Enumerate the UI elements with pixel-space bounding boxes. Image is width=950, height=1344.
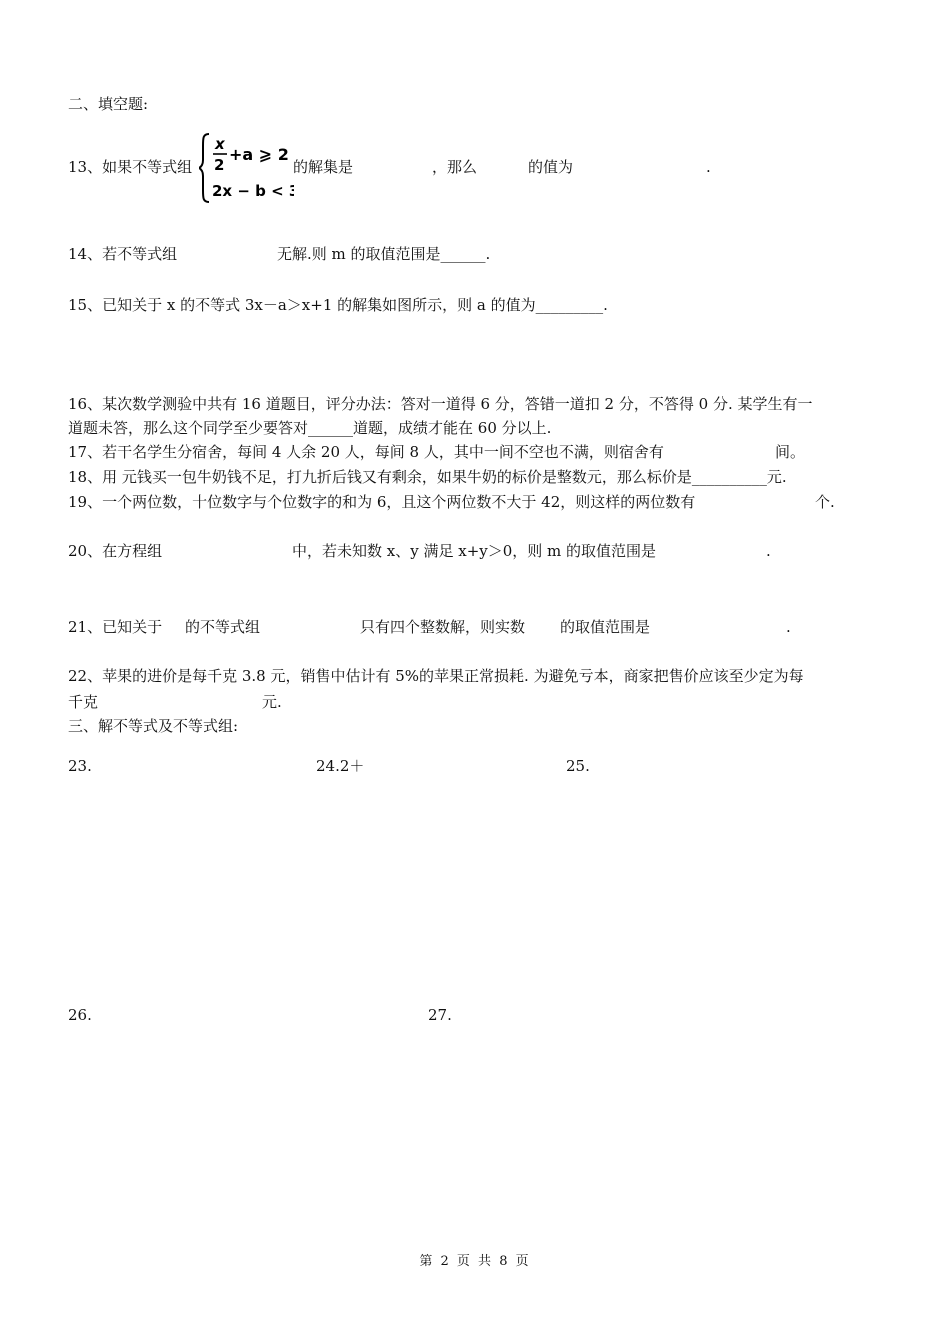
q26-label: 26. [68, 1006, 92, 1024]
q20-end: . [766, 542, 771, 560]
q13-text-then: ，那么 [432, 158, 478, 176]
q19-end: 个. [815, 493, 835, 511]
q19-text: 19、一个两位数，十位数字与个位数字的和为 6，且这个两位数不大于 42，则这样的两位数有 [68, 493, 696, 511]
q22-line2: 千克 [68, 693, 99, 711]
q27-label: 27. [428, 1006, 452, 1024]
section-heading-fill-in: 二、填空题: [68, 95, 149, 113]
q20-text: 中，若未知数 x、y 满足 x+y＞0，则 m 的取值范围是 [292, 542, 657, 560]
q13-frac-num: x [215, 135, 225, 153]
q13-eq2: 2x − b < 3 [212, 182, 294, 200]
q21-text-range: 的取值范围是 [560, 618, 651, 636]
q21-prefix: 21、已知关于 [68, 618, 163, 636]
q13-text-value: 的值为 [528, 158, 574, 176]
q20-prefix: 20、在方程组 [68, 542, 163, 560]
q14-prefix: 14、若不等式组 [68, 245, 178, 263]
q13-eq1-rest: +a ⩾ 2 [229, 145, 289, 164]
page-footer: 第 2 页 共 8 页 [419, 1254, 531, 1269]
q18-text: 18、用 元钱买一包牛奶钱不足，打九折后钱又有剩余，如果牛奶的标价是整数元，那么标价是__________元. [68, 468, 787, 486]
q21-text-system: 的不等式组 [185, 618, 261, 636]
q16-line2: 道题未答，那么这个同学至少要答对______道题，成绩才能在 60 分以上. [68, 419, 552, 437]
q16-line1: 16、某次数学测验中共有 16 道题目，评分办法：答对一道得 6 分，答错一道扣 2 分，不答得 0 分. 某学生有一 [68, 395, 813, 413]
q17-end: 间。 [775, 443, 806, 461]
q22-line1: 22、苹果的进价是每千克 3.8 元，销售中估计有 5%的苹果正常损耗. 为避免亏本，商家把售价应该至少定为每 [68, 667, 804, 685]
q13-frac-den: 2 [214, 156, 225, 174]
q13-end: . [706, 158, 711, 176]
q23-label: 23. [68, 757, 92, 775]
q13-system-brace [199, 130, 294, 206]
section-heading-solve: 三、解不等式及不等式组: [68, 717, 239, 735]
q13-text-solution-set: 的解集是 [293, 158, 354, 176]
q15-text: 15、已知关于 x 的不等式 3x－a＞x+1 的解集如图所示，则 a 的值为_________. [68, 296, 608, 314]
q25-label: 25. [566, 757, 590, 775]
q24-label: 24.2＋ [316, 757, 365, 775]
q14-text: 无解.则 m 的取值范围是______. [277, 245, 491, 263]
q13-prefix: 13、如果不等式组 [68, 158, 193, 176]
q13-inequality-system [199, 130, 294, 206]
q17-text: 17、若干名学生分宿舍，每间 4 人余 20 人，每间 8 人，其中一间不空也不满，则宿舍有 [68, 443, 664, 461]
q21-text-four-integers: 只有四个整数解，则实数 [360, 618, 526, 636]
q22-end: 元. [262, 693, 282, 711]
q21-end: . [786, 618, 791, 636]
